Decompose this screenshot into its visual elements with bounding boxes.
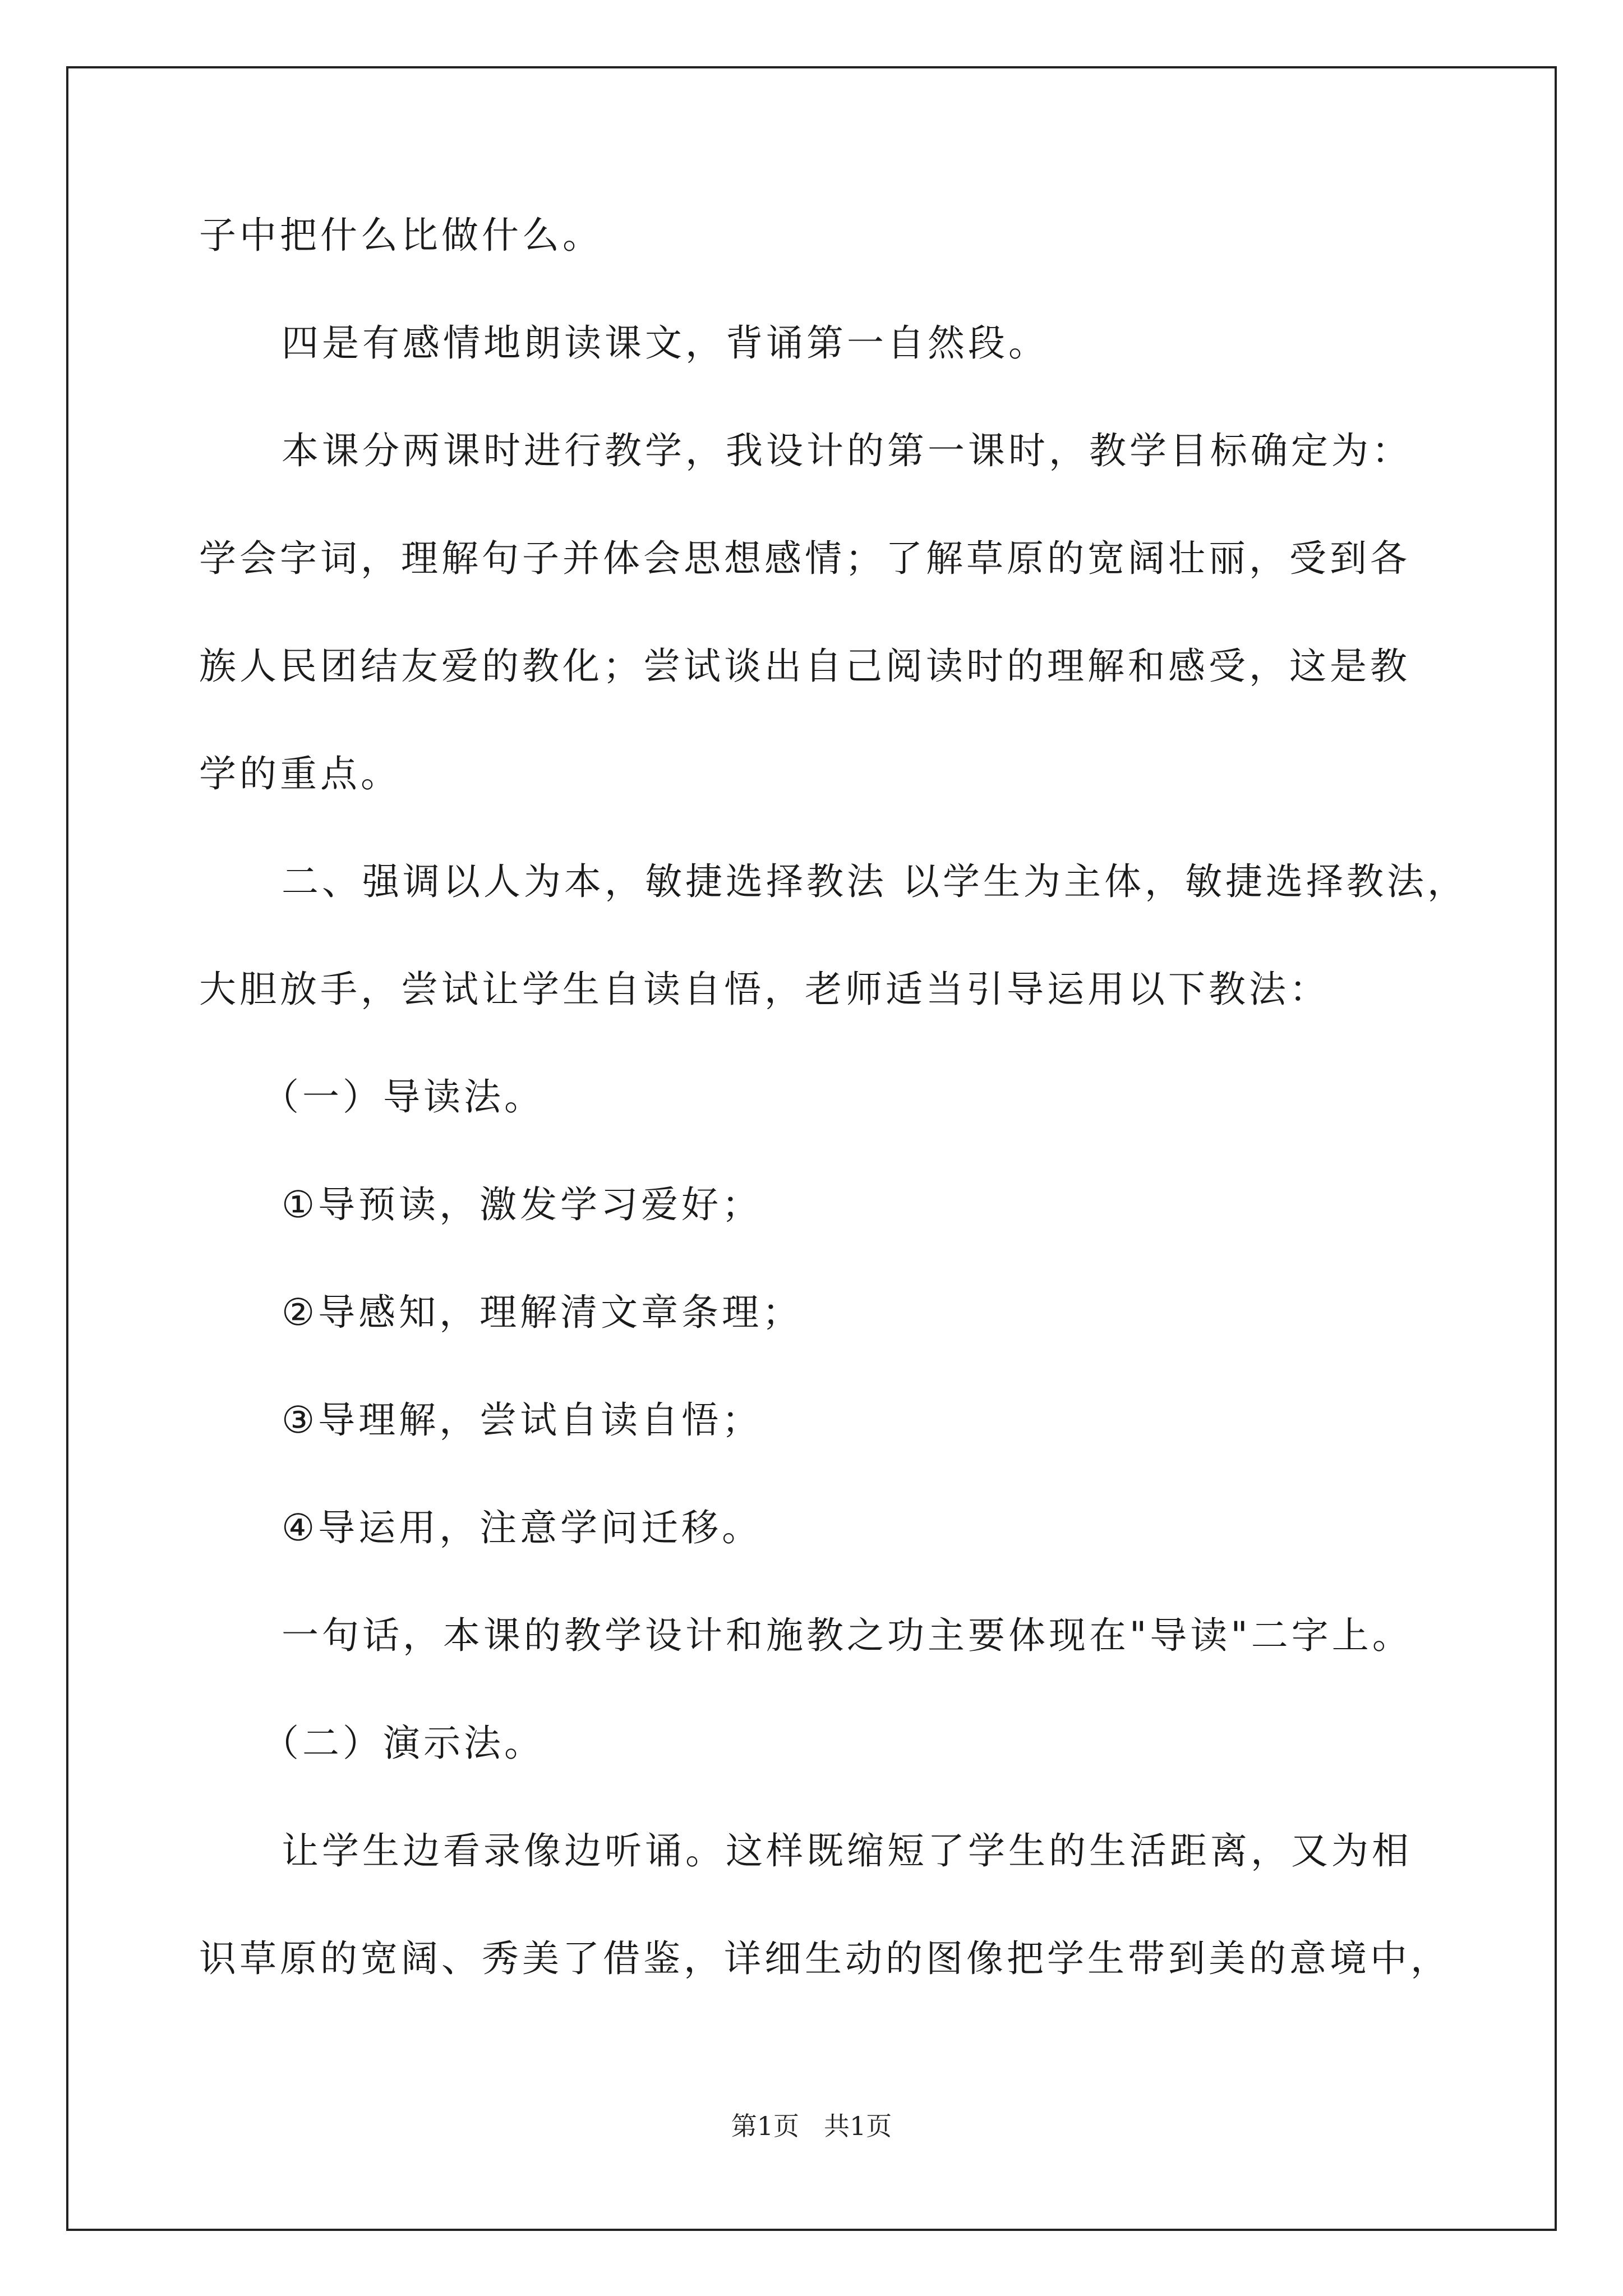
- text-line: 二、强调以人为本，敏捷选择教法 以学生为主体，敏捷选择教法，: [282, 860, 1468, 903]
- text-line: ①导预读，激发学习爱好；: [282, 1183, 763, 1226]
- page-footer: [0, 2109, 1623, 2143]
- text-line: ③导理解，尝试自读自悟；: [282, 1398, 763, 1442]
- text-line: ④导运用，注意学问迁移。: [282, 1506, 763, 1549]
- text-line: 子中把什么比做什么。: [199, 214, 603, 257]
- text-line: 学会字词，理解句子并体会思想感情；了解草原的宽阔壮丽，受到各: [199, 537, 1410, 580]
- text-line: ②导感知，理解清文章条理；: [282, 1291, 803, 1334]
- text-line: 大胆放手，尝试让学生自读自悟，老师适当引导运用以下教法：: [199, 968, 1330, 1011]
- text-line: 四是有感情地朗读课文，背诵第一自然段。: [282, 321, 1049, 365]
- text-line: 本课分两课时进行教学，我设计的第一课时，教学目标确定为：: [282, 429, 1412, 472]
- page-border: [66, 66, 1557, 2231]
- text-line: 族人民团结友爱的教化；尝试谈出自己阅读时的理解和感受，这是教: [199, 645, 1410, 688]
- text-line: （二）演示法。: [262, 1722, 545, 1765]
- page-total: 共1页: [823, 2111, 892, 2141]
- text-line: 一句话，本课的教学设计和施教之功主要体现在"导读"二字上。: [282, 1614, 1413, 1657]
- text-line: 识草原的宽阔、秀美了借鉴，详细生动的图像把学生带到美的意境中，: [199, 1937, 1451, 1980]
- text-line: 让学生边看录像边听诵。这样既缩短了学生的生活距离，又为相: [282, 1829, 1412, 1872]
- page-number: 第1页: [731, 2111, 800, 2141]
- text-line: 学的重点。: [199, 752, 401, 795]
- text-line: （一）导读法。: [262, 1075, 545, 1119]
